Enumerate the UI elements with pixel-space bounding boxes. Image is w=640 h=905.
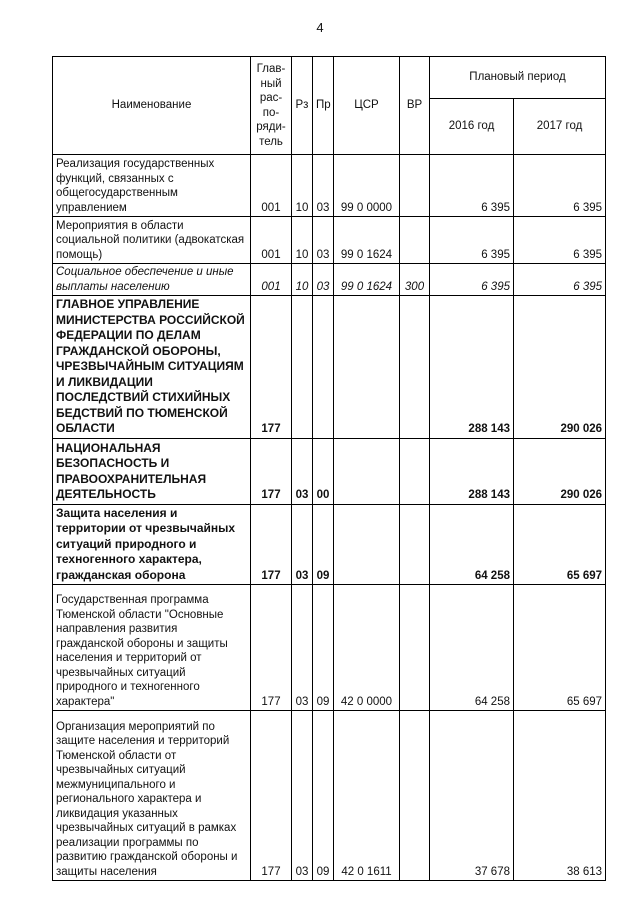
header-glav [251, 57, 292, 155]
row-rz: 10 [292, 264, 313, 296]
header-2017: 2017 год [514, 99, 606, 155]
row-name: Защита населения и территории от чрезвычайных ситуаций природного и техногенного характера, гражданская оборона [53, 504, 251, 585]
row-pr: 03 [313, 155, 334, 217]
header-csr: ЦСР [334, 57, 400, 155]
row-vr [400, 155, 430, 217]
header-glav-line: ный [260, 77, 282, 90]
header-vr: ВР [400, 57, 430, 155]
row-glav: 177 [251, 438, 292, 504]
row-rz: 03 [292, 711, 313, 881]
table-row [53, 438, 606, 504]
row-2017: 6 395 [514, 217, 606, 264]
row-2016: 6 395 [430, 155, 514, 217]
row-csr [334, 504, 400, 585]
row-pr: 03 [313, 264, 334, 296]
row-rz: 03 [292, 504, 313, 585]
row-glav: 177 [251, 504, 292, 585]
row-pr [313, 296, 334, 439]
row-2016: 64 258 [430, 585, 514, 711]
row-glav: 177 [251, 296, 292, 439]
header-planned-period: Плановый период [430, 57, 606, 99]
header-2016: 2016 год [430, 99, 514, 155]
page-number: 4 [316, 20, 324, 35]
row-csr: 42 0 1611 [334, 711, 400, 881]
row-vr [400, 585, 430, 711]
row-2016: 6 395 [430, 264, 514, 296]
row-rz [292, 296, 313, 439]
row-name: Организация мероприятий по защите населения и территорий Тюменской области от чрезвычайных ситуаций межмуниципального и регионального характера и ликвидация указанных чрезвычайных ситуаций в рамках реализации программы по развитию гражданской обороны и защиты населения [53, 711, 251, 881]
row-csr: 99 0 0000 [334, 155, 400, 217]
table-row [53, 155, 606, 217]
header-name: Наименование [53, 57, 251, 155]
row-pr: 09 [313, 585, 334, 711]
row-csr: 42 0 0000 [334, 585, 400, 711]
row-csr [334, 438, 400, 504]
row-vr [400, 504, 430, 585]
row-2017: 38 613 [514, 711, 606, 881]
row-vr [400, 711, 430, 881]
row-rz: 03 [292, 585, 313, 711]
row-2017: 290 026 [514, 438, 606, 504]
row-2017: 65 697 [514, 585, 606, 711]
table-row [53, 711, 606, 881]
row-rz: 10 [292, 217, 313, 264]
row-name: НАЦИОНАЛЬНАЯ БЕЗОПАСНОСТЬ И ПРАВООХРАНИТЕЛЬНАЯ ДЕЯТЕЛЬНОСТЬ [53, 438, 251, 504]
header-pr: Пр [313, 57, 334, 155]
row-2016: 6 395 [430, 217, 514, 264]
row-name: Государственная программа Тюменской области "Основные направления развития гражданской обороны и защиты населения и территорий от чрезвычайных ситуаций природного и техногенного характера" [53, 585, 251, 711]
row-pr: 00 [313, 438, 334, 504]
header-glav-line: рас- [259, 92, 283, 104]
row-pr: 03 [313, 217, 334, 264]
row-glav: 001 [251, 217, 292, 264]
row-vr [400, 438, 430, 504]
row-csr: 99 0 1624 [334, 264, 400, 296]
row-name: ГЛАВНОЕ УПРАВЛЕНИЕ МИНИСТЕРСТВА РОССИЙСКОЙ ФЕДЕРАЦИИ ПО ДЕЛАМ ГРАЖДАНСКОЙ ОБОРОНЫ, ЧРЕЗВЫЧАЙНЫМ СИТУАЦИЯМ И ЛИКВИДАЦИИ ПОСЛЕДСТВИЙ СТИХИЙНЫХ БЕДСТВИЙ ПО ТЮМЕНСКОЙ ОБЛАСТИ [53, 296, 251, 439]
row-2016: 288 143 [430, 438, 514, 504]
row-glav: 001 [251, 264, 292, 296]
row-csr [334, 296, 400, 439]
row-2017: 6 395 [514, 155, 606, 217]
table-row [53, 585, 606, 711]
row-2017: 290 026 [514, 296, 606, 439]
row-pr: 09 [313, 504, 334, 585]
row-name: Мероприятия в области социальной политики (адвокатская помощь) [53, 217, 251, 264]
row-pr: 09 [313, 711, 334, 881]
row-glav: 001 [251, 155, 292, 217]
header-glav-line: по- [262, 106, 280, 119]
row-2017: 6 395 [514, 264, 606, 296]
row-rz: 03 [292, 438, 313, 504]
row-csr: 99 0 1624 [334, 217, 400, 264]
row-2016: 64 258 [430, 504, 514, 585]
row-vr: 300 [400, 264, 430, 296]
header-glav-line: тель [259, 135, 283, 148]
row-vr [400, 217, 430, 264]
row-rz: 10 [292, 155, 313, 217]
row-name: Социальное обеспечение и иные выплаты населению [53, 264, 251, 296]
table-row [53, 504, 606, 585]
budget-table [52, 56, 606, 881]
row-2016: 288 143 [430, 296, 514, 439]
row-name: Реализация государственных функций, связанных с общегосударственным управлением [53, 155, 251, 217]
row-2017: 65 697 [514, 504, 606, 585]
row-vr [400, 296, 430, 439]
row-glav: 177 [251, 585, 292, 711]
row-2016: 37 678 [430, 711, 514, 881]
header-rz: Рз [292, 57, 313, 155]
header-glav-line: ряди- [256, 121, 286, 133]
table-row [53, 264, 606, 296]
header-glav-line: Глав- [256, 63, 286, 75]
table-row [53, 217, 606, 264]
table-row [53, 296, 606, 439]
row-glav: 177 [251, 711, 292, 881]
